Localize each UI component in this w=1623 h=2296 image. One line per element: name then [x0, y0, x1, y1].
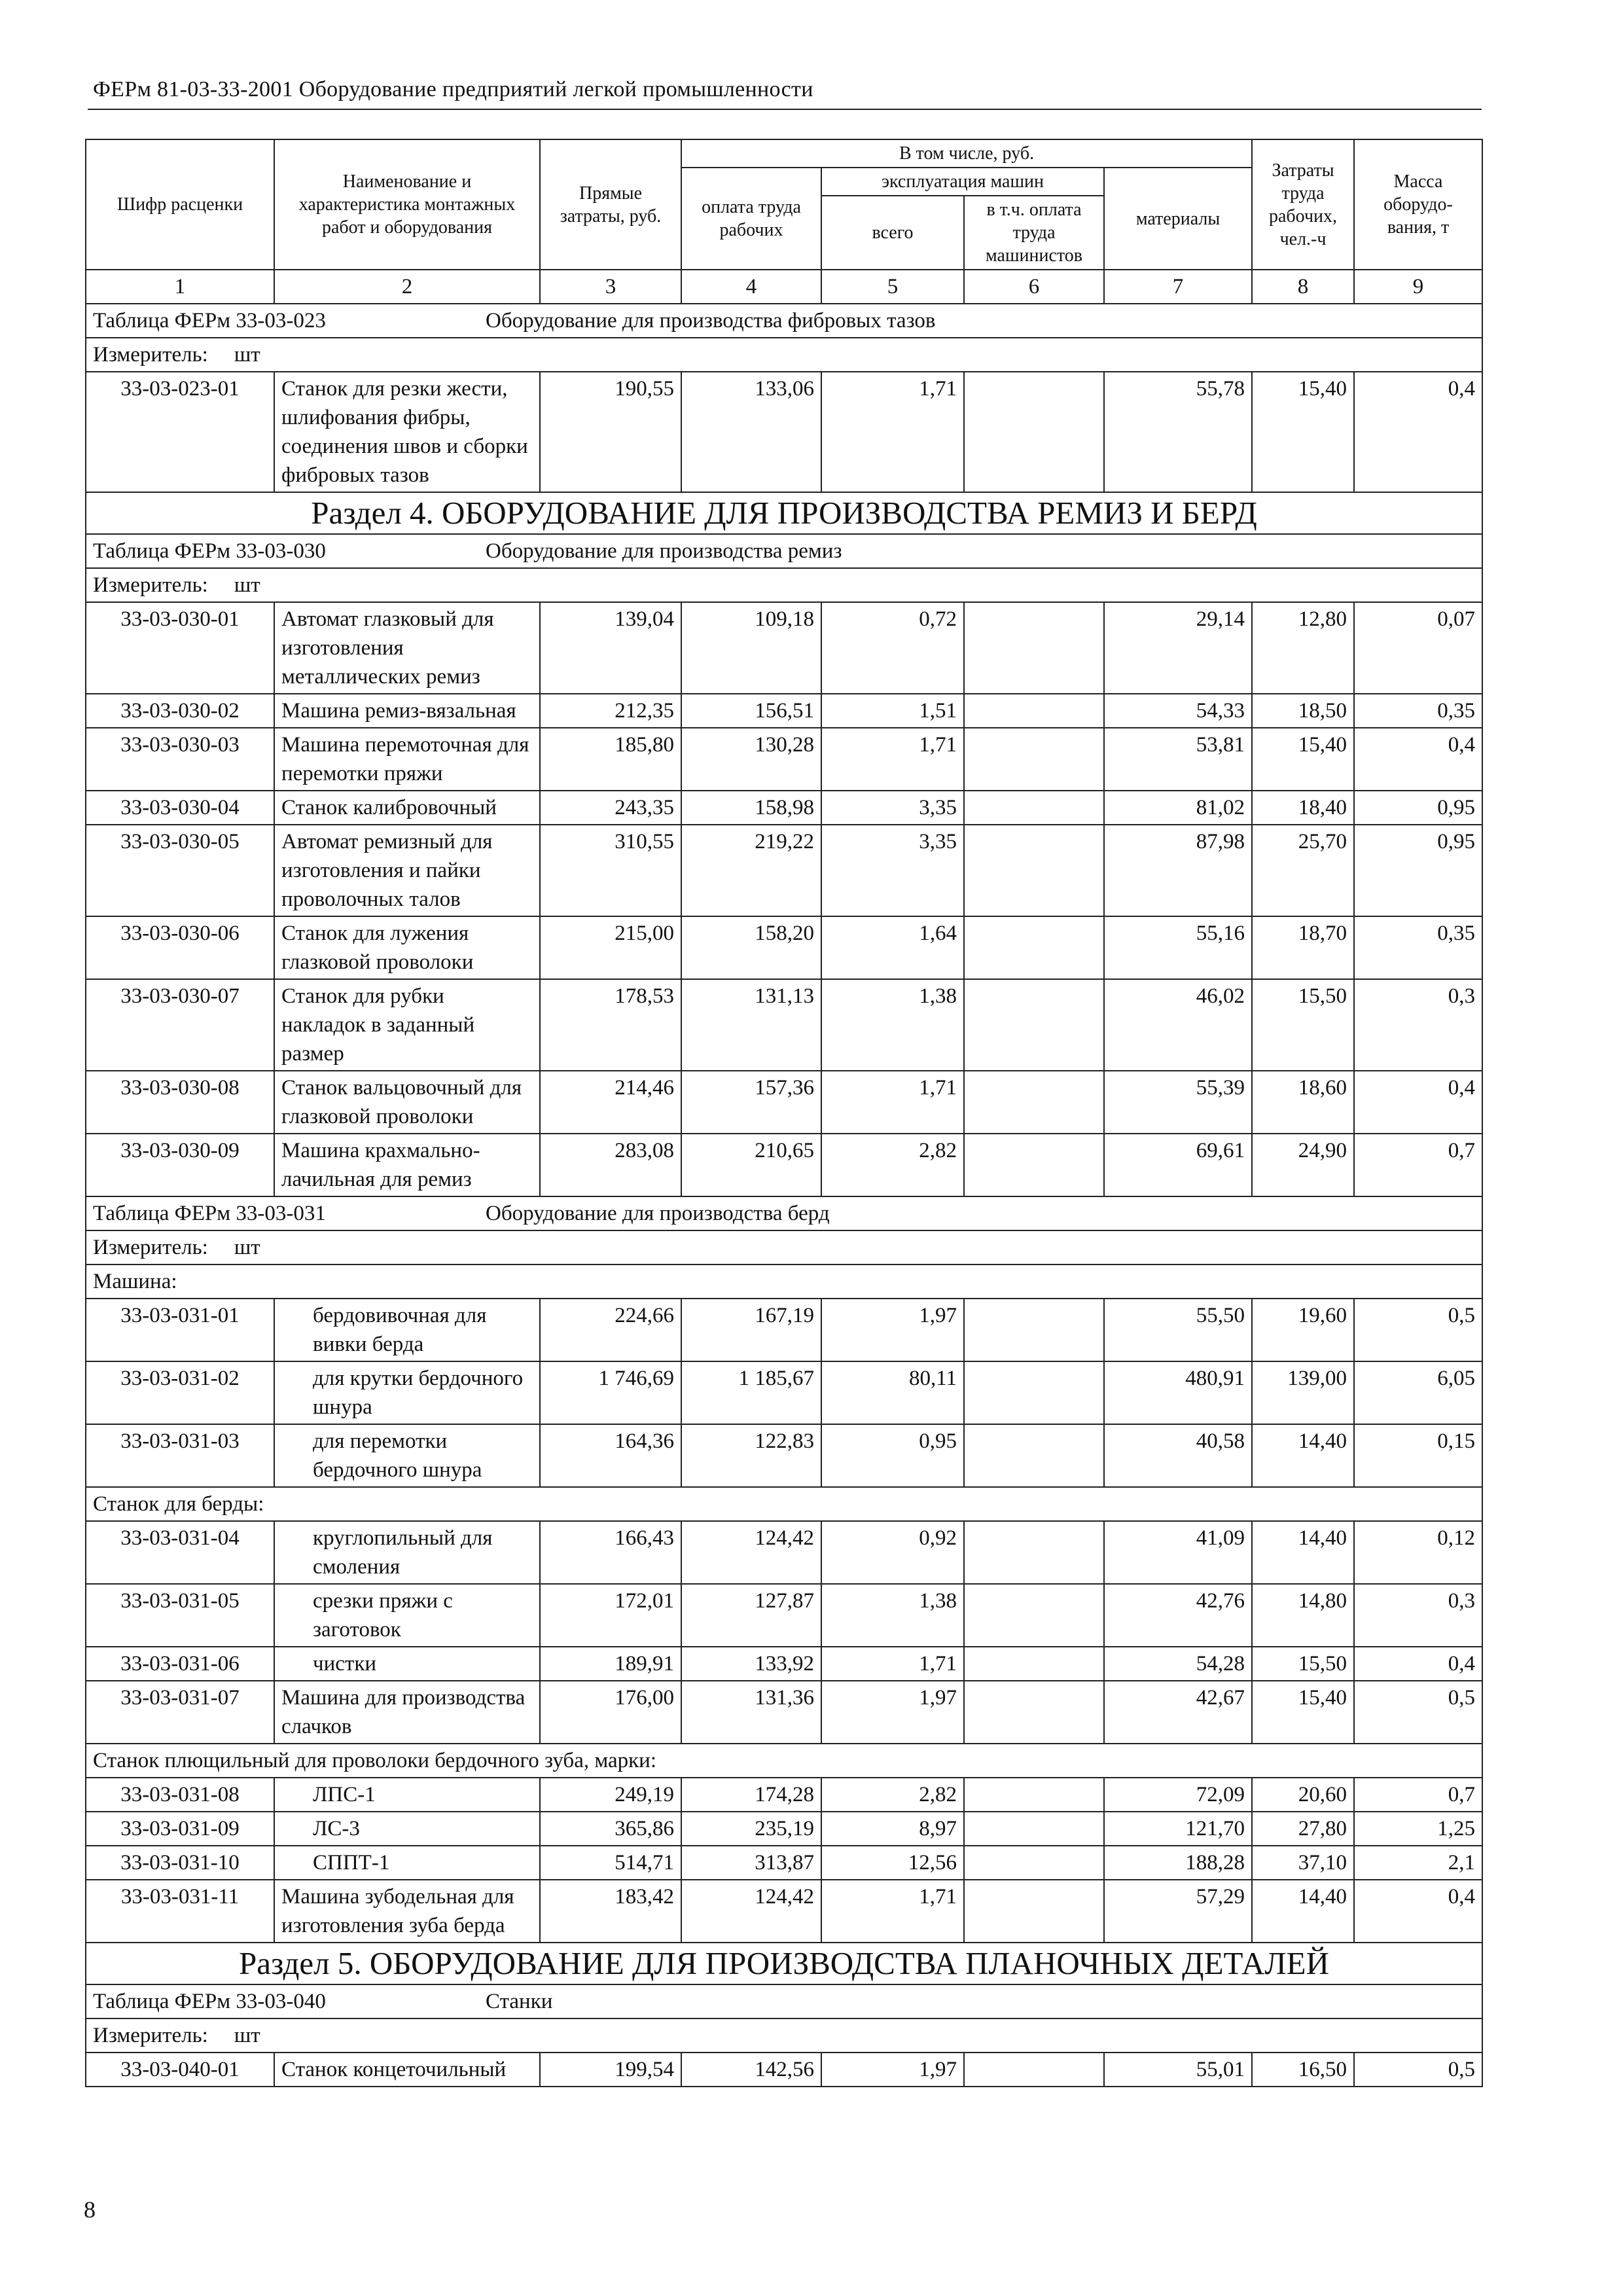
table-row [86, 1584, 1482, 1647]
direct-cost: 514,71 [540, 1846, 681, 1880]
direct-cost: 249,19 [540, 1778, 681, 1812]
measure-label: Измеритель: [93, 343, 208, 367]
measure-unit: шт [234, 573, 260, 597]
group-row [86, 1744, 1482, 1778]
col-materials-header: материалы [1104, 168, 1252, 270]
machines-total: 0,95 [821, 1424, 964, 1487]
rate-code: 33-03-030-04 [86, 791, 274, 825]
table-row [86, 1846, 1482, 1880]
labor-hours: 14,40 [1252, 1521, 1354, 1584]
item-name: Станок для лужения глазковой проволоки [274, 916, 540, 979]
labor-hours: 15,40 [1252, 1681, 1354, 1744]
direct-cost: 1 746,69 [540, 1361, 681, 1424]
item-name: Машина зубодельная для изготовления зуба берда [274, 1880, 540, 1943]
machinist-pay [964, 602, 1104, 694]
materials: 55,78 [1104, 372, 1252, 492]
labor-pay: 313,87 [681, 1846, 821, 1880]
materials: 121,70 [1104, 1812, 1252, 1846]
equipment-mass: 0,15 [1354, 1424, 1482, 1487]
equipment-mass: 0,95 [1354, 791, 1482, 825]
materials: 41,09 [1104, 1521, 1252, 1584]
materials: 69,61 [1104, 1134, 1252, 1196]
table-row [86, 1424, 1482, 1487]
table-row [86, 602, 1482, 694]
table-title [86, 534, 1482, 568]
machinist-pay [964, 1521, 1104, 1584]
measure-row [86, 568, 1482, 602]
materials: 55,01 [1104, 2053, 1252, 2087]
direct-cost: 178,53 [540, 979, 681, 1071]
direct-cost: 243,35 [540, 791, 681, 825]
machinist-pay [964, 728, 1104, 791]
col-machines-total-header: всего [821, 196, 964, 270]
machines-total: 80,11 [821, 1361, 964, 1424]
machines-total: 1,97 [821, 2053, 964, 2087]
labor-hours: 15,40 [1252, 372, 1354, 492]
table-row [86, 1521, 1482, 1584]
rate-code: 33-03-031-03 [86, 1424, 274, 1487]
machines-total: 2,82 [821, 1134, 964, 1196]
table-row [86, 916, 1482, 979]
materials: 53,81 [1104, 728, 1252, 791]
equipment-mass: 0,35 [1354, 694, 1482, 728]
measure-label: Измеритель: [93, 573, 208, 597]
machinist-pay [964, 916, 1104, 979]
equipment-mass: 0,4 [1354, 728, 1482, 791]
page-header: ФЕРм 81-03-33-2001 Оборудование предприятий легкой промышленности [93, 77, 813, 101]
machines-total: 1,71 [821, 372, 964, 492]
labor-pay: 131,36 [681, 1681, 821, 1744]
equipment-mass: 0,7 [1354, 1778, 1482, 1812]
table-row [86, 694, 1482, 728]
labor-hours: 15,50 [1252, 1647, 1354, 1681]
rate-code: 33-03-031-04 [86, 1521, 274, 1584]
machinist-pay [964, 1880, 1104, 1943]
item-name: Машина крахмально-лачильная для ремиз [274, 1134, 540, 1196]
labor-hours: 12,80 [1252, 602, 1354, 694]
table-name: Оборудование для производства фибровых тазов [486, 309, 936, 332]
section-title: Раздел 4. ОБОРУДОВАНИЕ ДЛЯ ПРОИЗВОДСТВА РЕМИЗ И БЕРД [86, 492, 1482, 534]
direct-cost: 183,42 [540, 1880, 681, 1943]
equipment-mass: 0,07 [1354, 602, 1482, 694]
machinist-pay [964, 372, 1104, 492]
equipment-mass: 0,95 [1354, 825, 1482, 916]
measure-cell [86, 2018, 1482, 2053]
machinist-pay [964, 1584, 1104, 1647]
direct-cost: 166,43 [540, 1521, 681, 1584]
group-label: Станок для берды: [86, 1487, 1482, 1521]
labor-hours: 25,70 [1252, 825, 1354, 916]
col-name-header: Наименование и характеристика монтажных работ и оборудования [274, 139, 540, 270]
rate-code: 33-03-030-01 [86, 602, 274, 694]
col-mass-header: Масса оборудо-вания, т [1354, 139, 1482, 270]
labor-hours: 24,90 [1252, 1134, 1354, 1196]
rate-code: 33-03-031-11 [86, 1880, 274, 1943]
machines-total: 1,71 [821, 728, 964, 791]
measure-row [86, 1230, 1482, 1265]
labor-hours: 14,80 [1252, 1584, 1354, 1647]
direct-cost: 214,46 [540, 1071, 681, 1134]
labor-hours: 18,60 [1252, 1071, 1354, 1134]
col-machinist-pay-header: в т.ч. оплата труда машинистов [964, 196, 1104, 270]
measure-cell [86, 1230, 1482, 1265]
table-code: Таблица ФЕРм 33-03-030 [93, 539, 326, 563]
table-row [86, 1681, 1482, 1744]
rate-code: 33-03-030-07 [86, 979, 274, 1071]
item-name: Автомат ремизный для изготовления и пайки проволочных талов [274, 825, 540, 916]
table-row [86, 1134, 1482, 1196]
column-numbers-row [86, 270, 1482, 304]
labor-pay: 131,13 [681, 979, 821, 1071]
labor-pay: 1 185,67 [681, 1361, 821, 1424]
labor-pay: 219,22 [681, 825, 821, 916]
equipment-mass: 0,3 [1354, 1584, 1482, 1647]
machinist-pay [964, 1647, 1104, 1681]
materials: 480,91 [1104, 1361, 1252, 1424]
labor-pay: 157,36 [681, 1071, 821, 1134]
direct-cost: 139,04 [540, 602, 681, 694]
section-row [86, 1943, 1482, 1984]
equipment-mass: 0,4 [1354, 372, 1482, 492]
col-number: 2 [274, 270, 540, 304]
equipment-mass: 1,25 [1354, 1812, 1482, 1846]
rate-code: 33-03-031-07 [86, 1681, 274, 1744]
materials: 46,02 [1104, 979, 1252, 1071]
materials: 42,67 [1104, 1681, 1252, 1744]
labor-pay: 210,65 [681, 1134, 821, 1196]
machines-total: 1,38 [821, 979, 964, 1071]
col-incl-header: В том числе, руб. [681, 139, 1252, 168]
measure-label: Измеритель: [93, 2024, 208, 2047]
group-row [86, 1265, 1482, 1299]
rate-code: 33-03-031-05 [86, 1584, 274, 1647]
rate-code: 33-03-030-08 [86, 1071, 274, 1134]
rate-code: 33-03-040-01 [86, 2053, 274, 2087]
table-title-row [86, 1984, 1482, 2018]
table-row [86, 1778, 1482, 1812]
col-labor-header: оплата труда рабочих [681, 168, 821, 270]
item-name: для перемотки бердочного шнура [274, 1424, 540, 1487]
rate-code: 33-03-023-01 [86, 372, 274, 492]
item-name: Машина ремиз-вязальная [274, 694, 540, 728]
item-name: Станок концеточильный [274, 2053, 540, 2087]
direct-cost: 224,66 [540, 1299, 681, 1361]
direct-cost: 283,08 [540, 1134, 681, 1196]
measure-row [86, 2018, 1482, 2053]
col-machines-header: эксплуатация машин [821, 168, 1104, 196]
labor-pay: 235,19 [681, 1812, 821, 1846]
labor-hours: 37,10 [1252, 1846, 1354, 1880]
equipment-mass: 0,4 [1354, 1880, 1482, 1943]
col-number: 8 [1252, 270, 1354, 304]
direct-cost: 365,86 [540, 1812, 681, 1846]
materials: 55,50 [1104, 1299, 1252, 1361]
labor-hours: 27,80 [1252, 1812, 1354, 1846]
labor-pay: 158,20 [681, 916, 821, 979]
materials: 29,14 [1104, 602, 1252, 694]
machines-total: 1,97 [821, 1681, 964, 1744]
labor-hours: 14,40 [1252, 1424, 1354, 1487]
table-name: Оборудование для производства ремиз [486, 539, 842, 563]
labor-hours: 15,40 [1252, 728, 1354, 791]
item-name: круглопильный для смоления [274, 1521, 540, 1584]
machines-total: 1,64 [821, 916, 964, 979]
machines-total: 1,97 [821, 1299, 964, 1361]
machines-total: 12,56 [821, 1846, 964, 1880]
measure-cell [86, 568, 1482, 602]
labor-pay: 124,42 [681, 1880, 821, 1943]
labor-pay: 109,18 [681, 602, 821, 694]
table-code: Таблица ФЕРм 33-03-023 [93, 309, 326, 332]
direct-cost: 199,54 [540, 2053, 681, 2087]
table-code: Таблица ФЕРм 33-03-040 [93, 1990, 326, 2013]
direct-cost: 172,01 [540, 1584, 681, 1647]
table-row [86, 1647, 1482, 1681]
item-name: Станок для резки жести, шлифования фибры, соединения швов и сборки фибровых тазов [274, 372, 540, 492]
table-name: Оборудование для производства берд [486, 1202, 830, 1225]
table-title-row [86, 1196, 1482, 1230]
machinist-pay [964, 1846, 1104, 1880]
col-code-header: Шифр расценки [86, 139, 274, 270]
item-name: срезки пряжи с заготовок [274, 1584, 540, 1647]
labor-pay: 174,28 [681, 1778, 821, 1812]
header-rule [88, 109, 1482, 110]
machines-total: 1,71 [821, 1647, 964, 1681]
equipment-mass: 0,5 [1354, 2053, 1482, 2087]
materials: 40,58 [1104, 1424, 1252, 1487]
equipment-mass: 2,1 [1354, 1846, 1482, 1880]
labor-hours: 18,40 [1252, 791, 1354, 825]
table-row [86, 825, 1482, 916]
table-row [86, 1071, 1482, 1134]
labor-hours: 16,50 [1252, 2053, 1354, 2087]
labor-hours: 15,50 [1252, 979, 1354, 1071]
item-name: СППТ-1 [274, 1846, 540, 1880]
header-row-1 [86, 139, 1482, 168]
machinist-pay [964, 825, 1104, 916]
measure-unit: шт [234, 2024, 260, 2047]
item-name: Станок калибровочный [274, 791, 540, 825]
machines-total: 1,71 [821, 1880, 964, 1943]
labor-pay: 127,87 [681, 1584, 821, 1647]
rate-code: 33-03-031-08 [86, 1778, 274, 1812]
item-name: чистки [274, 1647, 540, 1681]
rate-code: 33-03-031-09 [86, 1812, 274, 1846]
labor-pay: 133,92 [681, 1647, 821, 1681]
table-row [86, 372, 1482, 492]
machines-total: 1,38 [821, 1584, 964, 1647]
machines-total: 3,35 [821, 825, 964, 916]
item-name: Машина перемоточная для перемотки пряжи [274, 728, 540, 791]
equipment-mass: 0,4 [1354, 1647, 1482, 1681]
materials: 42,76 [1104, 1584, 1252, 1647]
table-row [86, 1361, 1482, 1424]
machinist-pay [964, 791, 1104, 825]
rate-code: 33-03-030-03 [86, 728, 274, 791]
col-number: 5 [821, 270, 964, 304]
materials: 188,28 [1104, 1846, 1252, 1880]
materials: 55,39 [1104, 1071, 1252, 1134]
col-number: 7 [1104, 270, 1252, 304]
direct-cost: 176,00 [540, 1681, 681, 1744]
page-number: 8 [84, 2197, 96, 2223]
col-number: 6 [964, 270, 1104, 304]
col-number: 3 [540, 270, 681, 304]
equipment-mass: 0,12 [1354, 1521, 1482, 1584]
labor-pay: 156,51 [681, 694, 821, 728]
rate-code: 33-03-030-02 [86, 694, 274, 728]
materials: 72,09 [1104, 1778, 1252, 1812]
machinist-pay [964, 1812, 1104, 1846]
table-title-row [86, 304, 1482, 338]
equipment-mass: 0,35 [1354, 916, 1482, 979]
table-row [86, 979, 1482, 1071]
labor-pay: 142,56 [681, 2053, 821, 2087]
table-code: Таблица ФЕРм 33-03-031 [93, 1202, 326, 1225]
rate-code: 33-03-030-06 [86, 916, 274, 979]
machines-total: 8,97 [821, 1812, 964, 1846]
machinist-pay [964, 1134, 1104, 1196]
machines-total: 0,72 [821, 602, 964, 694]
col-labor-cost-header: Затраты труда рабочих, чел.-ч [1252, 139, 1354, 270]
materials: 81,02 [1104, 791, 1252, 825]
direct-cost: 164,36 [540, 1424, 681, 1487]
machines-total: 1,71 [821, 1071, 964, 1134]
group-label: Машина: [86, 1265, 1482, 1299]
labor-hours: 139,00 [1252, 1361, 1354, 1424]
rates-table [85, 139, 1483, 2087]
table-title [86, 1984, 1482, 2018]
table-title [86, 304, 1482, 338]
machinist-pay [964, 1778, 1104, 1812]
measure-cell [86, 338, 1482, 372]
section-title: Раздел 5. ОБОРУДОВАНИЕ ДЛЯ ПРОИЗВОДСТВА ПЛАНОЧНЫХ ДЕТАЛЕЙ [86, 1943, 1482, 1984]
item-name: ЛПС-1 [274, 1778, 540, 1812]
rate-code: 33-03-031-02 [86, 1361, 274, 1424]
rate-code: 33-03-031-10 [86, 1846, 274, 1880]
direct-cost: 310,55 [540, 825, 681, 916]
direct-cost: 189,91 [540, 1647, 681, 1681]
materials: 54,33 [1104, 694, 1252, 728]
rate-code: 33-03-030-09 [86, 1134, 274, 1196]
item-name: для крутки бердочного шнура [274, 1361, 540, 1424]
group-row [86, 1487, 1482, 1521]
equipment-mass: 0,5 [1354, 1299, 1482, 1361]
table-title-row [86, 534, 1482, 568]
col-number: 4 [681, 270, 821, 304]
direct-cost: 212,35 [540, 694, 681, 728]
item-name: Станок вальцовочный для глазковой проволоки [274, 1071, 540, 1134]
labor-pay: 124,42 [681, 1521, 821, 1584]
machinist-pay [964, 694, 1104, 728]
measure-label: Измеритель: [93, 1236, 208, 1259]
col-number: 9 [1354, 270, 1482, 304]
rate-code: 33-03-031-01 [86, 1299, 274, 1361]
table-row [86, 791, 1482, 825]
machinist-pay [964, 1424, 1104, 1487]
col-number: 1 [86, 270, 274, 304]
equipment-mass: 0,5 [1354, 1681, 1482, 1744]
equipment-mass: 0,3 [1354, 979, 1482, 1071]
equipment-mass: 0,7 [1354, 1134, 1482, 1196]
labor-hours: 19,60 [1252, 1299, 1354, 1361]
item-name: бердовивочная для вивки берда [274, 1299, 540, 1361]
equipment-mass: 6,05 [1354, 1361, 1482, 1424]
labor-hours: 20,60 [1252, 1778, 1354, 1812]
materials: 55,16 [1104, 916, 1252, 979]
machines-total: 0,92 [821, 1521, 964, 1584]
labor-hours: 14,40 [1252, 1880, 1354, 1943]
machinist-pay [964, 1071, 1104, 1134]
item-name: Машина для производства слачков [274, 1681, 540, 1744]
rate-code: 33-03-030-05 [86, 825, 274, 916]
machinist-pay [964, 1299, 1104, 1361]
measure-unit: шт [234, 343, 260, 367]
measure-unit: шт [234, 1236, 260, 1259]
group-label: Станок плющильный для проволоки бердочного зуба, марки: [86, 1744, 1482, 1778]
labor-pay: 133,06 [681, 372, 821, 492]
rate-code: 33-03-031-06 [86, 1647, 274, 1681]
materials: 54,28 [1104, 1647, 1252, 1681]
direct-cost: 215,00 [540, 916, 681, 979]
table-row [86, 1880, 1482, 1943]
labor-pay: 130,28 [681, 728, 821, 791]
item-name: ЛС-3 [274, 1812, 540, 1846]
machines-total: 2,82 [821, 1778, 964, 1812]
item-name: Автомат глазковый для изготовления металлических ремиз [274, 602, 540, 694]
materials: 87,98 [1104, 825, 1252, 916]
machinist-pay [964, 2053, 1104, 2087]
machinist-pay [964, 1681, 1104, 1744]
machinist-pay [964, 1361, 1104, 1424]
labor-hours: 18,70 [1252, 916, 1354, 979]
table-title [86, 1196, 1482, 1230]
machines-total: 3,35 [821, 791, 964, 825]
section-row [86, 492, 1482, 534]
table-row [86, 1299, 1482, 1361]
equipment-mass: 0,4 [1354, 1071, 1482, 1134]
machinist-pay [964, 979, 1104, 1071]
direct-cost: 185,80 [540, 728, 681, 791]
table-name: Станки [486, 1990, 553, 2013]
measure-row [86, 338, 1482, 372]
table-row [86, 1812, 1482, 1846]
machines-total: 1,51 [821, 694, 964, 728]
materials: 57,29 [1104, 1880, 1252, 1943]
labor-pay: 158,98 [681, 791, 821, 825]
table-row [86, 728, 1482, 791]
labor-pay: 167,19 [681, 1299, 821, 1361]
direct-cost: 190,55 [540, 372, 681, 492]
labor-hours: 18,50 [1252, 694, 1354, 728]
col-direct-header: Прямые затраты, руб. [540, 139, 681, 270]
table-row [86, 2053, 1482, 2087]
item-name: Станок для рубки накладок в заданный размер [274, 979, 540, 1071]
labor-pay: 122,83 [681, 1424, 821, 1487]
